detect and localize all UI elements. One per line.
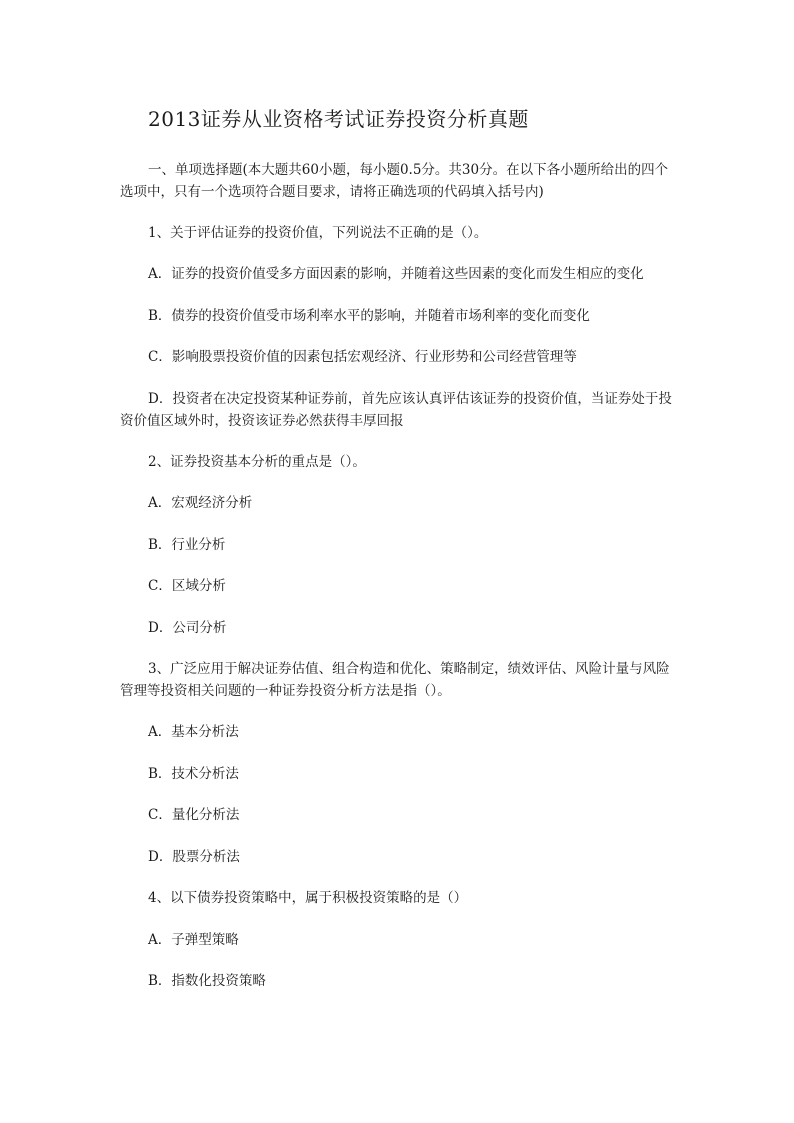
document-title: 2013证券从业资格考试证券投资分析真题	[148, 107, 529, 131]
question-3-option-b: B．技术分析法	[148, 766, 239, 782]
question-2-option-c: C．区域分析	[148, 578, 226, 594]
question-2-stem: 2、证券投资基本分析的重点是（）。	[148, 454, 366, 470]
question-3-option-c: C．量化分析法	[148, 807, 240, 823]
question-1-option-c: C．影响股票投资价值的因素包括宏观经济、行业形势和公司经营管理等	[148, 349, 577, 365]
question-1-stem: 1、关于评估证券的投资价值，下列说法不正确的是（）。	[148, 225, 488, 241]
question-3-option-d: D．股票分析法	[148, 849, 240, 865]
section-header: 一、单项选择题(本大题共60小题，每小题0.5分。共30分。在以下各小题所给出的四个选项中，只有一个选项符合题目要求，请将正确选项的代码填入括号内)	[120, 162, 669, 200]
question-4-stem: 4、以下债券投资策略中，属于积极投资策略的是（）	[148, 890, 468, 906]
question-3-option-a: A．基本分析法	[148, 724, 239, 740]
question-1-option-d: D．投资者在决定投资某种证券前，首先应该认真评估该证券的投资价值，当证券处于投资价值区域外时，投资该证券必然获得丰厚回报	[120, 391, 672, 429]
question-2-option-a: A．宏观经济分析	[148, 495, 253, 511]
question-3-stem: 3、广泛应用于解决证券估值、组合构造和优化、策略制定，绩效评估、风险计量与风险管理等投资相关问题的一种证券投资分析方法是指（）。	[120, 661, 670, 699]
question-4-option-a: A．子弹型策略	[148, 932, 239, 948]
question-1-option-a: A．证券的投资价值受多方面因素的影响，并随着这些因素的变化而发生相应的变化	[148, 266, 644, 282]
question-1-option-b: B．债券的投资价值受市场利率水平的影响，并随着市场利率的变化而变化	[148, 308, 590, 324]
question-4-option-b: B．指数化投资策略	[148, 973, 266, 989]
question-2-option-b: B．行业分析	[148, 537, 226, 553]
question-2-option-d: D．公司分析	[148, 620, 227, 636]
